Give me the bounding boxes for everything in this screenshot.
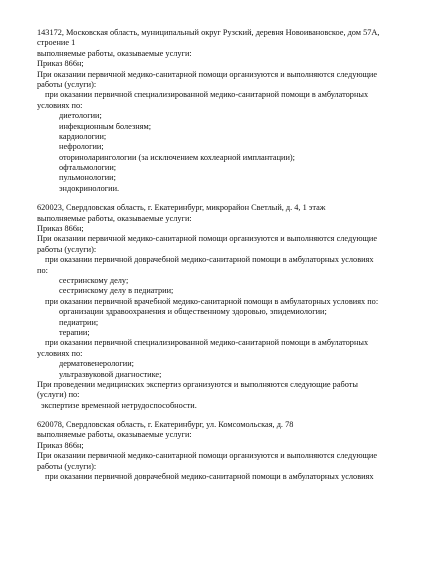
block-separator [37,411,417,420]
text-line: 620078, Свердловская область, г. Екатеринбург, ул. Комсомольская, д. 78 [37,420,294,430]
text-line: при оказании первичной доврачебной медико-санитарной помощи в амбулаторных условиях [45,255,374,265]
document-page [37,28,417,482]
text-line: работы (услуги): [37,244,97,254]
text-line: диетологии; [59,111,102,121]
text-line: условиях по: [37,100,83,110]
text-line: оториноларингологии (за исключением кохлеарной имплантации); [59,152,295,162]
text-line: при оказании первичной доврачебной медико-санитарной помощи в амбулаторных условиях [45,472,374,482]
text-line: по: [37,265,48,275]
text-line: выполняемые работы, оказываемые услуги: [37,48,192,58]
text-line: строение 1 [37,38,76,48]
text-line: кардиологии; [59,131,107,141]
text-line: Приказ 866н; [37,59,84,69]
text-line: Приказ 866н; [37,440,84,450]
text-line: дерматовенерологии; [59,359,134,369]
text-line: выполняемые работы, оказываемые услуги: [37,213,192,223]
text-line: пульмонологии; [59,173,116,183]
text-line: (услуги) по: [37,390,80,400]
text-line: при оказании первичной специализированной медико-санитарной помощи в амбулаторных [45,90,369,100]
text-line: Приказ 866н; [37,224,84,234]
text-line: сестринскому делу в педиатрии; [59,286,174,296]
text-line: нефрологии; [59,142,104,152]
text-line: При проведении медицинских экспертиз организуются и выполняются следующие работы [37,379,358,389]
text-line: 620023, Свердловская область, г. Екатеринбург, микрорайон Светлый, д. 4, 1 этаж [37,203,326,213]
address-block [37,420,417,482]
text-line: терапии; [59,327,90,337]
text-line: экспертизе временной нетрудоспособности. [41,400,197,410]
text-line: выполняемые работы, оказываемые услуги: [37,430,192,440]
address-block [37,203,417,411]
text-line: педиатрии; [59,317,99,327]
text-line: при оказании первичной специализированной медико-санитарной помощи в амбулаторных [45,338,369,348]
text-line: работы (услуги): [37,461,97,471]
text-line: условиях по: [37,348,83,358]
text-line: ультразвуковой диагностике; [59,369,162,379]
address-block [37,28,417,194]
text-line: работы (услуги): [37,79,97,89]
text-line: При оказании первичной медико-санитарной помощи организуются и выполняются следующие [37,234,378,244]
text-line: эндокринологии. [59,183,120,193]
text-line: При оказании первичной медико-санитарной помощи организуются и выполняются следующие [37,451,378,461]
text-line: сестринскому делу; [59,275,129,285]
text-line: организации здравоохранения и общественному здоровью, эпидемиологии; [59,307,327,317]
text-line: офтальмологии; [59,163,117,173]
text-line: инфекционным болезням; [59,121,152,131]
text-line: при оказании первичной врачебной медико-санитарной помощи в амбулаторных условиях по: [45,296,379,306]
text-line: 143172, Московская область, муниципальный округ Рузский, деревня Новоивановское, дом 57А, [37,28,380,37]
block-separator [37,194,417,203]
text-line: При оказании первичной медико-санитарной помощи организуются и выполняются следующие [37,69,378,79]
